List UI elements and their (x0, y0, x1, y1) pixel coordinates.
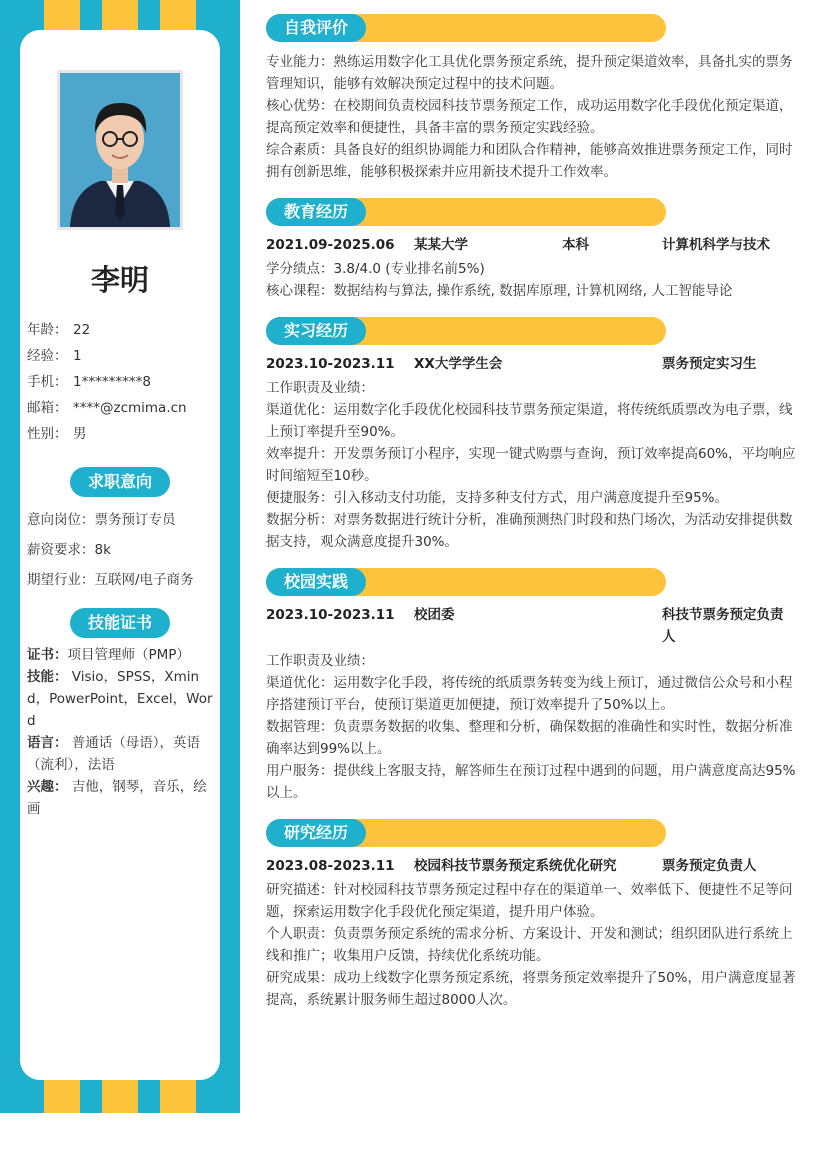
self-eval-line: 专业能力：熟练运用数字化工具优化票务预定系统，提升预定渠道效率，具备扎实的票务管理知识，能够有效解决预定过程中的技术问题。 (266, 54, 793, 92)
section-header-campus (266, 568, 666, 596)
campus-role: 科技节票务预定负责人 (662, 607, 784, 645)
section-title: 校园实践 (266, 568, 366, 596)
skills-list (27, 644, 215, 820)
internship-line: 效率提升：开发票务预订小程序，实现一键式购票与查询，预订效率提高60%，平均响应时间缩短至10秒。 (266, 446, 796, 484)
campus-period: 2023.10-2023.11 (266, 607, 395, 623)
internship-body (266, 377, 796, 553)
section-header-self-eval (266, 14, 666, 42)
decor-stripe (160, 0, 196, 30)
education-major: 计算机科学与技术 (662, 237, 770, 253)
campus-line: 工作职责及业绩： (266, 653, 374, 669)
decor-stripe (102, 0, 138, 30)
research-line: 研究成果：成功上线数字化票务预定系统，将票务预定效率提升了50%，用户满意度显著提高，系统累计服务师生超过8000人次。 (266, 970, 796, 1008)
research-project: 校园科技节票务预定系统优化研究 (414, 858, 617, 874)
campus-line: 渠道优化：运用数字化手段，将传统的纸质票务转变为线上预订，通过微信公众号和小程序搭建预订平台，使预订渠道更加便捷，预订效率提升了50%以上。 (266, 675, 793, 713)
internship-line: 便捷服务：引入移动支付功能，支持多种支付方式，用户满意度提升至95%。 (266, 490, 729, 506)
candidate-name: 李明 (90, 263, 149, 297)
self-eval-line: 核心优势：在校期间负责校园科技节票务预定工作，成功运用数字化手段优化预定渠道，提高预定效率和便捷性，具备丰富的票务预定实践经验。 (266, 98, 793, 136)
sidebar-card (20, 30, 220, 1080)
decor-stripe (44, 1080, 80, 1113)
internship-line: 渠道优化：运用数字化手段优化校园科技节票务预定渠道，将传统纸质票改为电子票，线上预订率提升至90%。 (266, 402, 793, 440)
skill-hobby: 兴趣： 吉他，钢琴，音乐，绘画 (27, 779, 207, 817)
info-age: 年龄： 22 (27, 322, 91, 338)
research-body (266, 879, 796, 1011)
intent-industry: 期望行业：互联网/电子商务 (27, 572, 194, 588)
skill-language: 语言： 普通话（母语），英语（流利），法语 (27, 735, 201, 773)
campus-row (266, 604, 796, 648)
decor-stripe (102, 1080, 138, 1113)
research-line: 研究描述：针对校园科技节票务预定过程中存在的渠道单一、效率低下、便捷性不足等问题，探索运用数字化手段优化预定渠道，提升用户体验。 (266, 882, 793, 920)
internship-line: 数据分析：对票务数据进行统计分析，准确预测热门时段和热门场次，为活动安排提供数据支持，观众满意度提升30%。 (266, 512, 793, 550)
internship-role: 票务预定实习生 (662, 356, 757, 372)
intent-salary: 薪资要求：8k (27, 542, 111, 558)
section-title: 实习经历 (266, 317, 366, 345)
skill-tools: 技能： Visio，SPSS，Xmind，PowerPoint，Excel，Word (27, 669, 213, 729)
internship-period: 2023.10-2023.11 (266, 356, 395, 372)
internship-line: 工作职责及业绩： (266, 380, 374, 396)
campus-line: 数据管理：负责票务数据的收集、整理和分析，确保数据的准确性和实时性，数据分析准确率达到99%以上。 (266, 719, 793, 757)
decor-stripe (44, 0, 80, 30)
education-line: 学分绩点：3.8/4.0 (专业排名前5%) (266, 261, 485, 277)
education-school: 某某大学 (414, 237, 468, 253)
section-title: 自我评价 (266, 14, 366, 42)
intent-list (27, 505, 194, 595)
section-title: 教育经历 (266, 198, 366, 226)
section-header-research (266, 819, 666, 847)
education-degree: 本科 (562, 237, 589, 253)
education-body (266, 258, 796, 302)
decor-stripe (160, 1080, 196, 1113)
info-experience: 经验： 1 (27, 348, 82, 364)
skills-heading: 技能证书 (70, 608, 170, 638)
self-eval-line: 综合素质：具备良好的组织协调能力和团队合作精神，能够高效推进票务预定工作，同时拥有创新思维，能够积极探索并应用新技术提升工作效率。 (266, 142, 793, 180)
basic-info (27, 317, 187, 447)
research-role: 票务预定负责人 (662, 858, 757, 874)
skill-certificate: 证书：项目管理师（PMP） (27, 647, 190, 663)
research-period: 2023.08-2023.11 (266, 858, 395, 874)
research-line: 个人职责：负责票务预定系统的需求分析、方案设计、开发和测试；组织团队进行系统上线和推广；收集用户反馈，持续优化系统功能。 (266, 926, 793, 964)
intent-heading: 求职意向 (70, 467, 170, 497)
section-header-education (266, 198, 666, 226)
section-header-internship (266, 317, 666, 345)
education-period: 2021.09-2025.06 (266, 237, 395, 253)
education-line: 核心课程：数据结构与算法, 操作系统, 数据库原理, 计算机网络, 人工智能导论 (266, 283, 733, 299)
profile-photo (57, 70, 183, 230)
campus-line: 用户服务：提供线上客服支持，解答师生在预订过程中遇到的问题，用户满意度高达95%以上。 (266, 763, 796, 801)
campus-body (266, 650, 796, 804)
internship-org: XX大学学生会 (414, 356, 503, 372)
info-email: 邮箱： ****@zcmima.cn (27, 400, 187, 416)
info-gender: 性别： 男 (27, 426, 87, 442)
campus-org: 校团委 (414, 607, 455, 623)
self-eval-body (266, 51, 796, 183)
info-phone: 手机： 1*********8 (27, 374, 151, 390)
intent-position: 意向岗位：票务预订专员 (27, 512, 176, 528)
section-title: 研究经历 (266, 819, 366, 847)
